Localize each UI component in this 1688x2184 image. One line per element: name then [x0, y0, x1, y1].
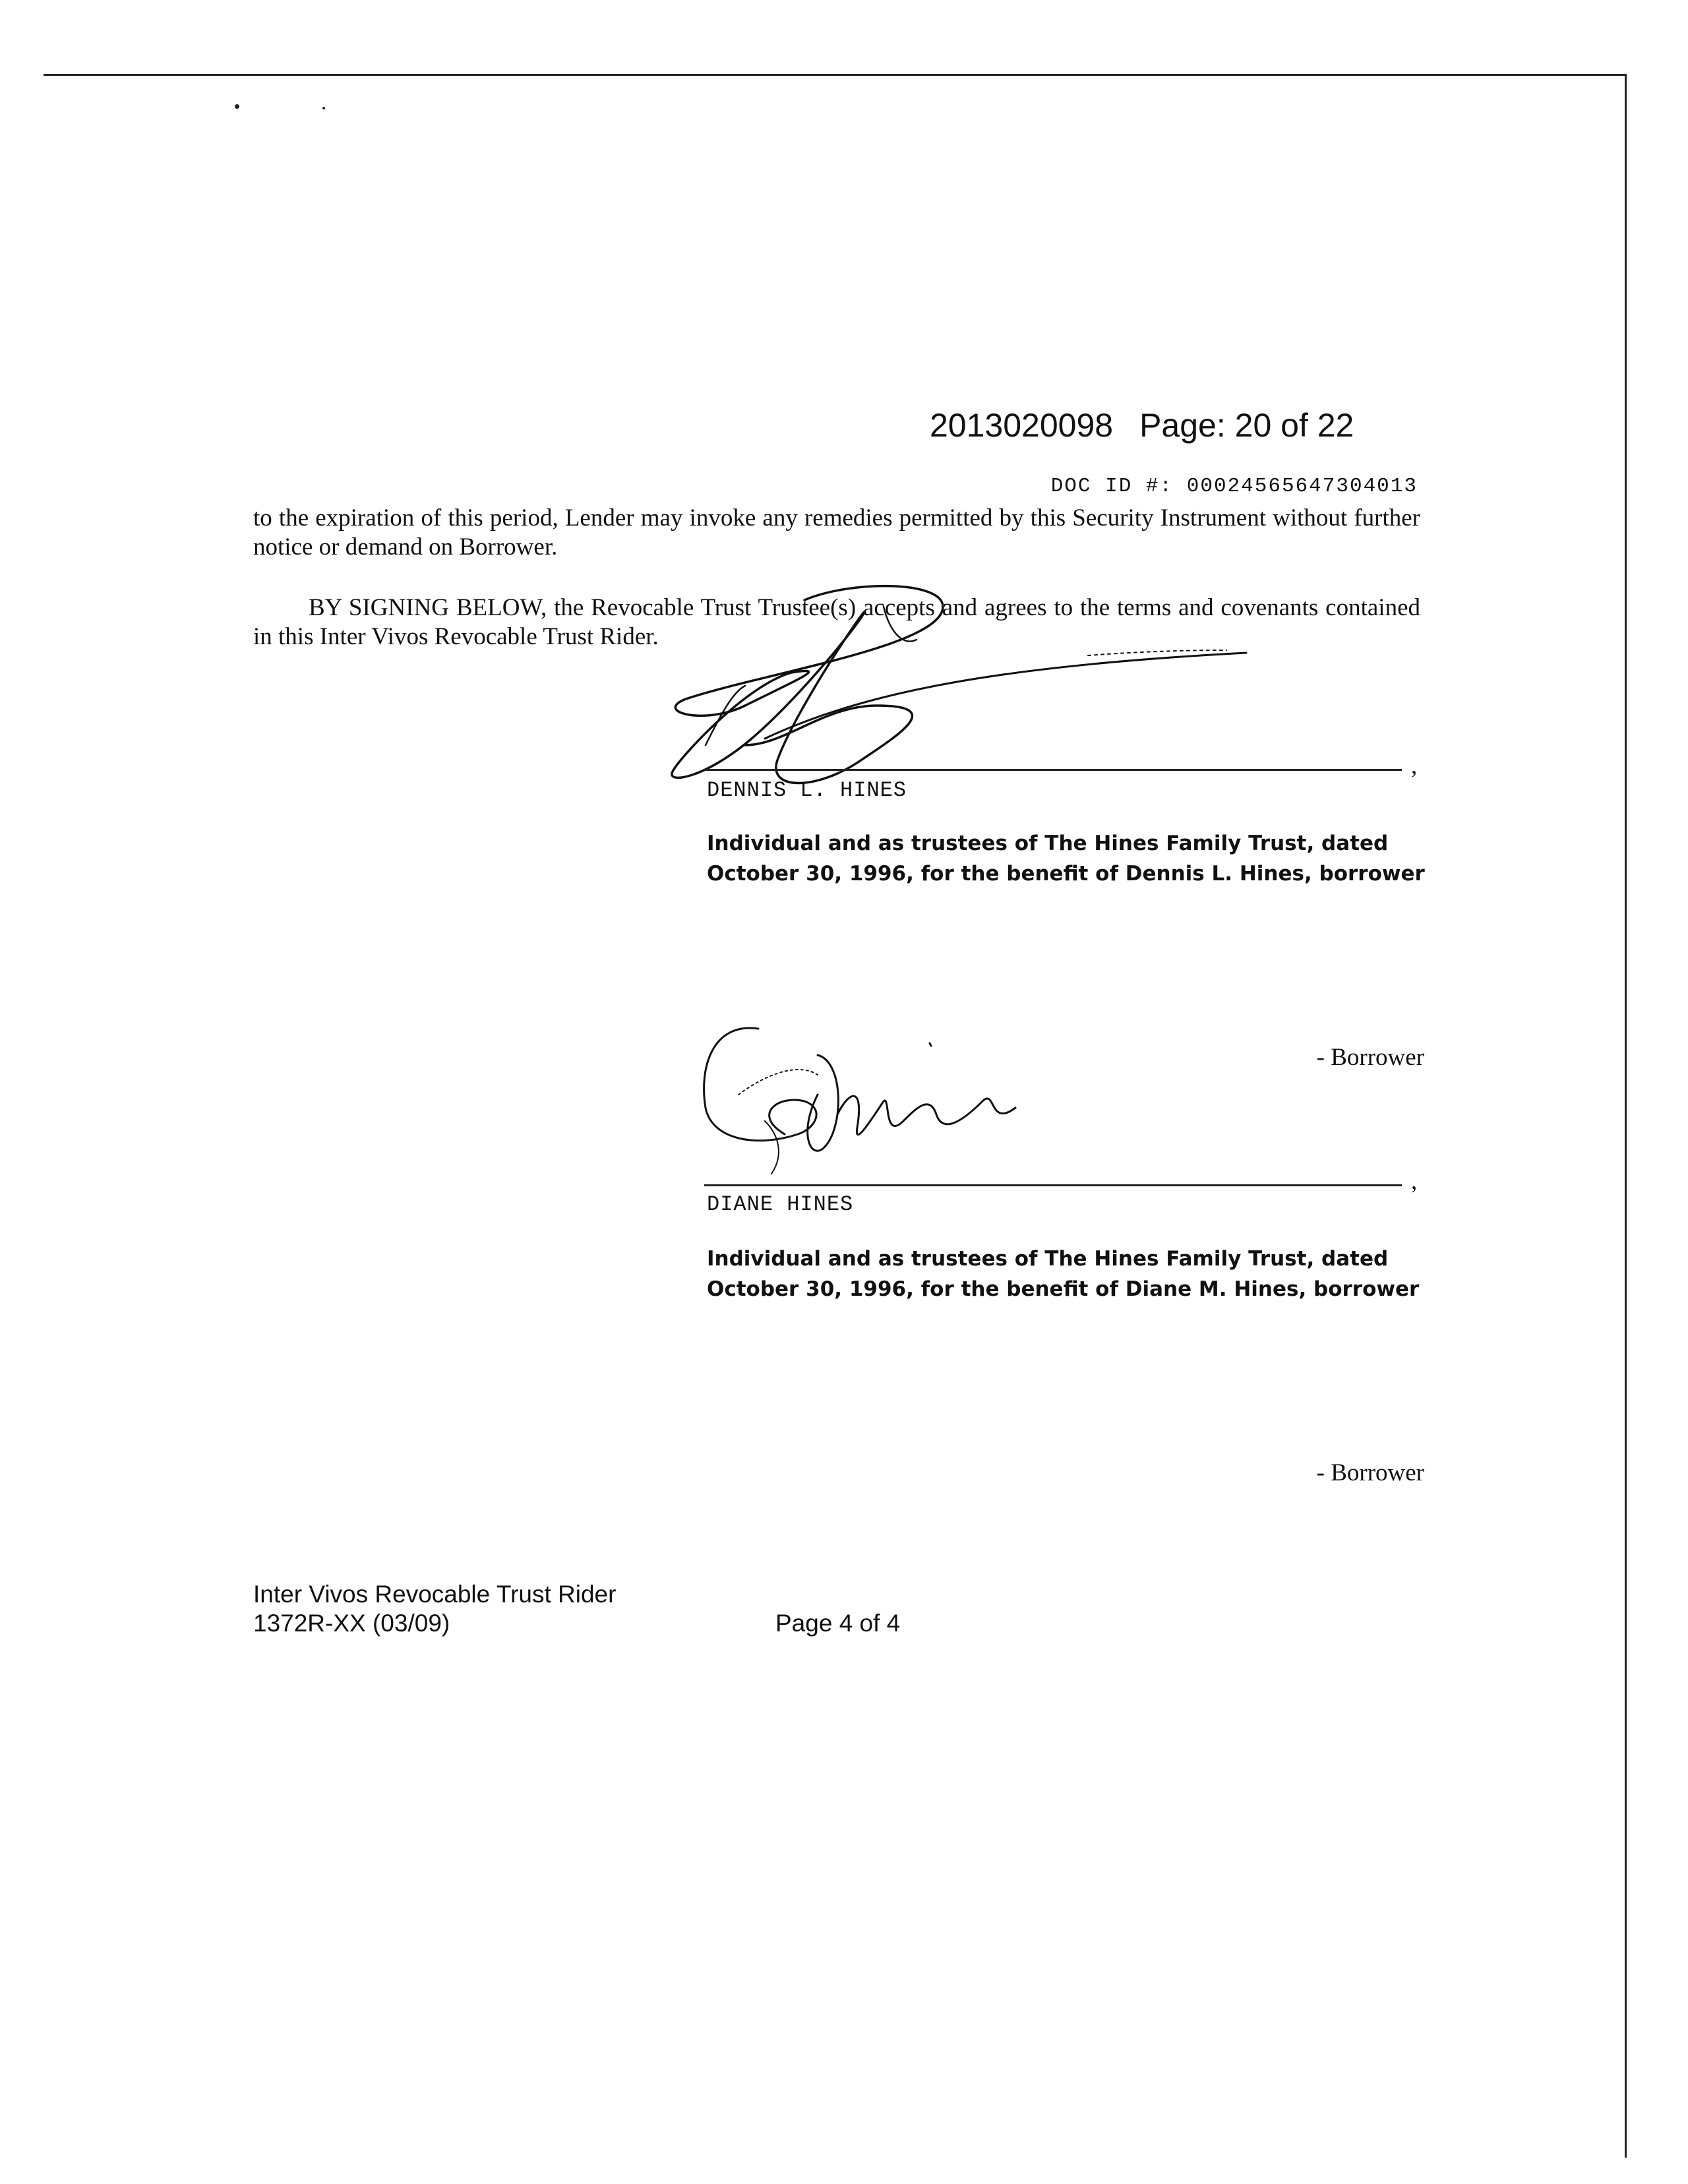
- recording-number: 2013020098: [930, 407, 1114, 444]
- continuation-paragraph: to the expiration of this period, Lender may invoke any remedies permitted by this Security Instrument without further notice or demand on Borrower.: [253, 504, 1420, 561]
- scan-top-border: [44, 74, 1626, 76]
- borrower-label-2: - Borrower: [1316, 1459, 1424, 1486]
- signer-name-diane: DIANE HINES: [707, 1192, 854, 1217]
- signature-line-2: [704, 1184, 1402, 1186]
- doc-id: DOC ID #: 00024565647304013: [1050, 475, 1418, 498]
- signer-capacity-dennis: [707, 828, 1432, 889]
- diane-hines-signature: [686, 1016, 1055, 1187]
- dennis-hines-signature: [666, 574, 1259, 811]
- capacity-line: October 30, 1996, for the benefit of Diane M. Hines, borrower: [707, 1277, 1420, 1301]
- signature-comma-2: ,: [1411, 1168, 1418, 1195]
- scan-right-border: [1625, 74, 1627, 2158]
- capacity-line: Individual and as trustees of The Hines Family Trust, dated: [707, 832, 1389, 855]
- recording-page: Page: 20 of 22: [1139, 407, 1354, 444]
- acceptance-paragraph: BY SIGNING BELOW, the Revocable Trust Trustee(s) accepts and agrees to the terms and covenants contained in this Inter Vivos Revocable Trust Rider.: [253, 594, 1420, 650]
- scan-speck: [322, 107, 325, 109]
- scan-speck: [235, 104, 239, 109]
- capacity-line: Individual and as trustees of The Hines Family Trust, dated: [707, 1247, 1389, 1271]
- recording-stamp: [930, 406, 1404, 444]
- signature-line-1: [704, 769, 1402, 771]
- signature-comma-1: ,: [1411, 752, 1418, 779]
- signer-capacity-diane: [707, 1244, 1432, 1304]
- form-title: Inter Vivos Revocable Trust Rider: [253, 1581, 617, 1608]
- form-page-number: Page 4 of 4: [775, 1610, 901, 1637]
- borrower-label-1: - Borrower: [1316, 1044, 1424, 1071]
- form-code: 1372R-XX (03/09): [253, 1610, 450, 1637]
- signer-name-dennis: DENNIS L. HINES: [707, 778, 907, 803]
- form-footer: [253, 1580, 616, 1638]
- capacity-line: October 30, 1996, for the benefit of Dennis L. Hines, borrower: [707, 862, 1425, 886]
